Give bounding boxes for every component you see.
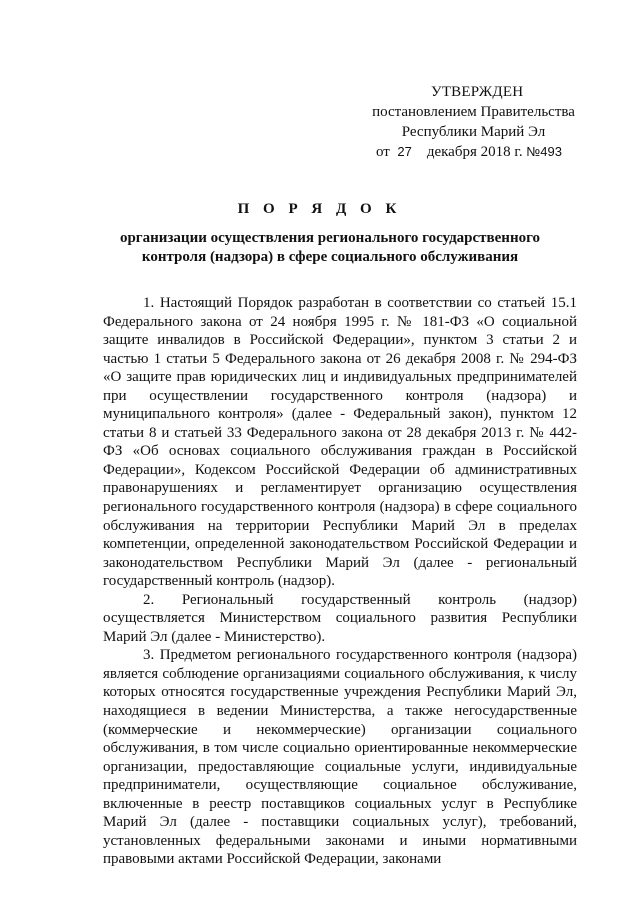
approval-date-prefix: от bbox=[376, 144, 390, 160]
document-body bbox=[103, 294, 577, 869]
approval-day: 27 bbox=[397, 144, 412, 159]
approval-stamp bbox=[371, 82, 591, 162]
paragraph-2: 2. Региональный государственный контроль (надзор) осуществляется Министерством социального развития Республики Марий Эл (далее - Министерство). bbox=[103, 591, 577, 645]
approval-title: УТВЕРЖДЕН bbox=[431, 84, 524, 100]
paragraph-3: 3. Предметом регионального государственного контроля (надзора) является соблюдение организациями социального обслуживания, к числу которых относятся государственные учреждения Республики Марий Эл, находящиеся в ведении Министерства, а также негосударственные (коммерческие и некоммерческие) организации социального обслуживания, в том числе социально ориентированные некоммерческие организации, предоставляющие социальные услуги, индивидуальные предприниматели, осуществляющие социальное обслуживание, включенные в реестр поставщиков социальных услуг в Республике Марий Эл (далее - поставщики социальных услуг), требований, установленных федеральными законами и иными нормативными правовыми актами Российской Федерации, законами bbox=[103, 647, 577, 868]
approval-line-republic: Республики Марий Эл bbox=[401, 124, 546, 140]
approval-date-line bbox=[371, 142, 591, 162]
approval-number: №493 bbox=[526, 144, 562, 159]
approval-line-resolution: постановлением Правительства bbox=[372, 104, 575, 120]
document-title: П О Р Я Д О К bbox=[237, 201, 402, 217]
paragraph-1: 1. Настоящий Порядок разработан в соответствии со статьей 15.1 Федерального закона от 24 ноября 1995 г. № 181-ФЗ «О социальной защите инвалидов в Российской Федерации», пунктом 3 статьи 2 и частью 1 статьи 5 Федерального закона от 26 декабря 2008 г. № 294-ФЗ «О защите прав юридических лиц и индивидуальных предпринимателей при осуществлении государственного контроля (надзора) и муниципального контроля» (далее - Федеральный закон), пунктом 12 статьи 8 и статьей 33 Федерального закона от 28 декабря 2013 г. № 442-ФЗ «Об основах социального обслуживания граждан в Российской Федерации», Кодексом Российской Федерации об административных правонарушениях и регламентирует организацию осуществления регионального государственного контроля (надзора) в сфере социального обслуживания на территории Республики Марий Эл в пределах компетенции, определенной законодательством Российской Федерации и законодательством Республики Марий Эл (далее - региональный государственный контроль (надзор). bbox=[103, 295, 577, 590]
approval-month-year: декабря 2018 г. bbox=[426, 144, 523, 160]
document-subtitle: организации осуществления регионального государственного контроля (надзора) в сфере социального обслуживания bbox=[119, 230, 541, 265]
